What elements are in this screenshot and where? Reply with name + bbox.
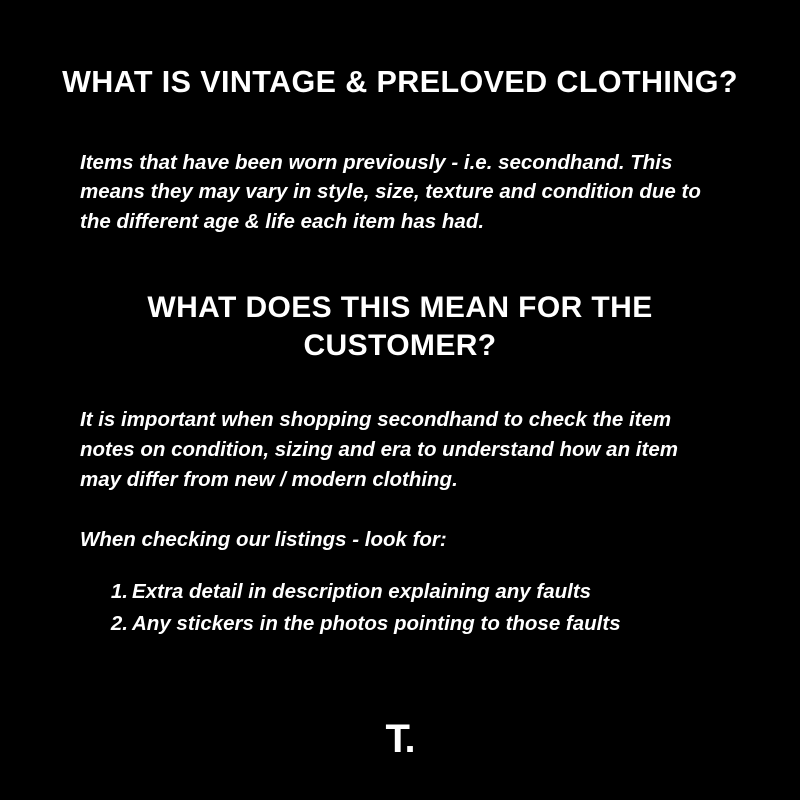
- brand-logo: T.: [385, 717, 415, 761]
- checklist: [80, 576, 720, 640]
- spacer: [58, 237, 742, 289]
- spacer: [58, 100, 742, 148]
- intro-block: [58, 148, 742, 237]
- checklist-lead-in: When checking our listings - look for:: [80, 527, 447, 551]
- list-item-number: 1.: [110, 580, 128, 604]
- section-heading: WHAT DOES THIS MEAN FOR THE CUSTOMER?: [147, 290, 653, 363]
- list-item: [110, 576, 720, 608]
- explanation-block: [58, 405, 742, 639]
- list-item-label: Any stickers in the photos pointing to those faults: [132, 612, 621, 636]
- list-item-label: Extra detail in description explaining any faults: [132, 580, 592, 604]
- list-item: [110, 608, 720, 640]
- page-title: WHAT IS VINTAGE & PRELOVED CLOTHING?: [62, 65, 738, 99]
- list-item-number: 2.: [110, 612, 128, 636]
- explanation-paragraph: It is important when shopping secondhand to check the item notes on condition, sizing and era to understand how an item may differ from new / modern clothing.: [80, 408, 678, 491]
- spacer: [58, 365, 742, 405]
- spacer: [80, 495, 720, 525]
- intro-paragraph: Items that have been worn previously - i.e. secondhand. This means they may vary in style, size, texture and condition due to the different age & life each item has had.: [80, 150, 701, 233]
